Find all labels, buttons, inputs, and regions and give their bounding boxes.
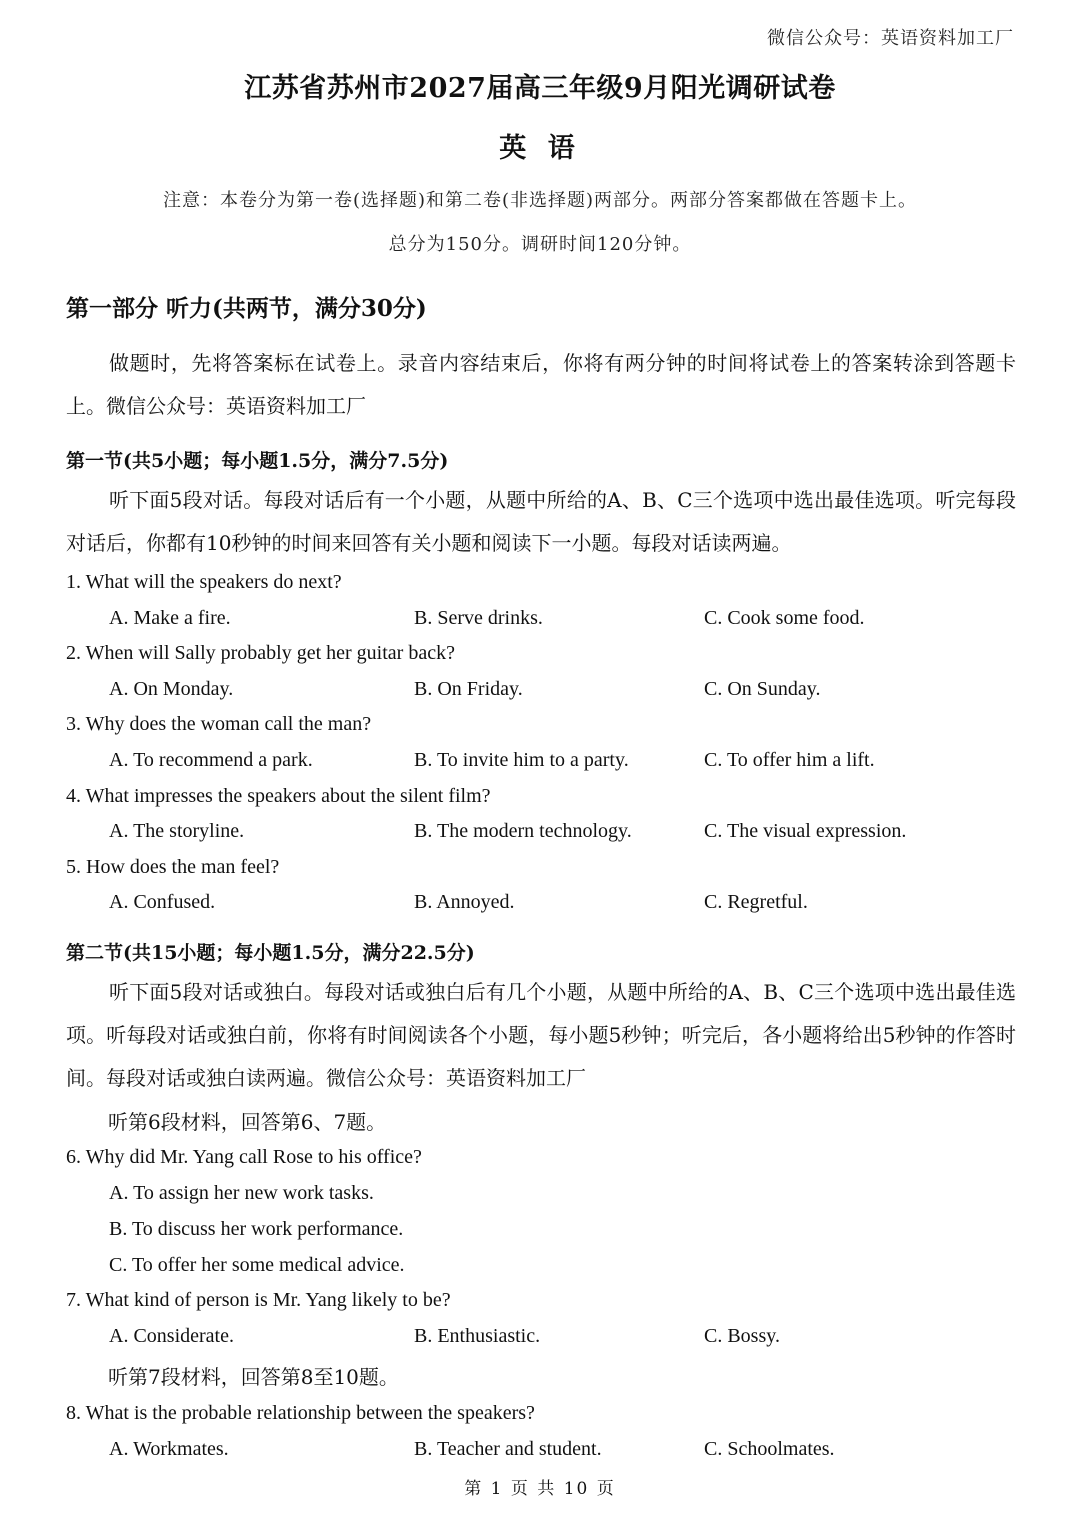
option-a: A. To assign her new work tasks. [109,1182,374,1204]
option-a: A. On Monday. [109,678,234,700]
section-2-instruction: 听下面5段对话或独白。每段对话或独白后有几个小题，从题中所给的A、B、C三个选项中选出最佳选项。听每段对话或独白前，你将有时间阅读各个小题，每小题5秒钟；听完后，各小题将给出5秒钟的作答时间。每段对话或独白读两遍。微信公众号：英语资料加工厂 [66,980,1016,1090]
question-stem: 6. Why did Mr. Yang call Rose to his office? [66,1146,422,1168]
section-1-heading: 第一节(共5小题；每小题1.5分，满分7.5分) [66,450,449,472]
section-1-instruction: 听下面5段对话。每段对话后有一个小题，从题中所给的A、B、C三个选项中选出最佳选项。听完每段对话后，你都有10秒钟的时间来回答有关小题和阅读下一小题。每段对话读两遍。 [66,488,1016,555]
option-b: B. To invite him to a party. [414,749,629,771]
question-stem: 2. When will Sally probably get her guitar back? [66,642,455,664]
option-a: A. The storyline. [109,820,245,842]
option-b: B. To discuss her work performance. [109,1218,404,1240]
option-c: C. Schoolmates. [704,1438,835,1460]
question-stem: 3. Why does the woman call the man? [66,713,372,735]
option-a: A. Considerate. [109,1325,234,1347]
option-a: A. Make a fire. [109,607,231,629]
option-c: C. Cook some food. [704,607,865,629]
option-b: B. Serve drinks. [414,607,543,629]
part-heading: 第一部分 听力(共两节，满分30分) [66,295,427,322]
question-stem: 4. What impresses the speakers about the silent film? [66,785,491,807]
question-stem: 7. What kind of person is Mr. Yang likely to be? [66,1289,451,1311]
exam-title: 江苏省苏州市2027届高三年级9月阳光调研试卷 [244,73,836,104]
option-b: B. Enthusiastic. [414,1325,541,1347]
option-a: A. Confused. [109,891,216,913]
notice-line-2: 总分为150分。调研时间120分钟。 [388,234,692,255]
notice-line-1: 注意：本卷分为第一卷(选择题)和第二卷(非选择题)两部分。两部分答案都做在答题卡上。 [162,190,918,211]
option-b: B. Teacher and student. [414,1438,602,1460]
subject-title: 英 语 [499,133,581,164]
part-instruction: 做题时，先将答案标在试卷上。录音内容结束后，你将有两分钟的时间将试卷上的答案转涂到答题卡上。微信公众号：英语资料加工厂 [66,351,1016,418]
option-c: C. On Sunday. [704,678,821,700]
question-stem: 1. What will the speakers do next? [66,571,342,593]
option-b: B. On Friday. [414,678,523,700]
question-stem: 8. What is the probable relationship between the speakers? [66,1402,535,1424]
question-stem: 5. How does the man feel? [66,856,280,878]
option-c: C. To offer her some medical advice. [109,1254,405,1276]
option-c: C. The visual expression. [704,820,907,842]
page-footer: 第 1 页 共 10 页 [464,1479,616,1499]
option-a: A. To recommend a park. [109,749,313,771]
option-c: C. Regretful. [704,891,808,913]
material-note: 听第6段材料，回答第6、7题。 [108,1110,387,1134]
watermark: 微信公众号：英语资料加工厂 [767,28,1014,49]
option-c: C. Bossy. [704,1325,780,1347]
option-b: B. Annoyed. [414,891,515,913]
option-b: B. The modern technology. [414,820,632,842]
option-a: A. Workmates. [109,1438,229,1460]
section-2-heading: 第二节(共15小题；每小题1.5分，满分22.5分) [66,942,475,964]
option-c: C. To offer him a lift. [704,749,875,771]
material-note: 听第7段材料，回答第8至10题。 [108,1365,399,1389]
